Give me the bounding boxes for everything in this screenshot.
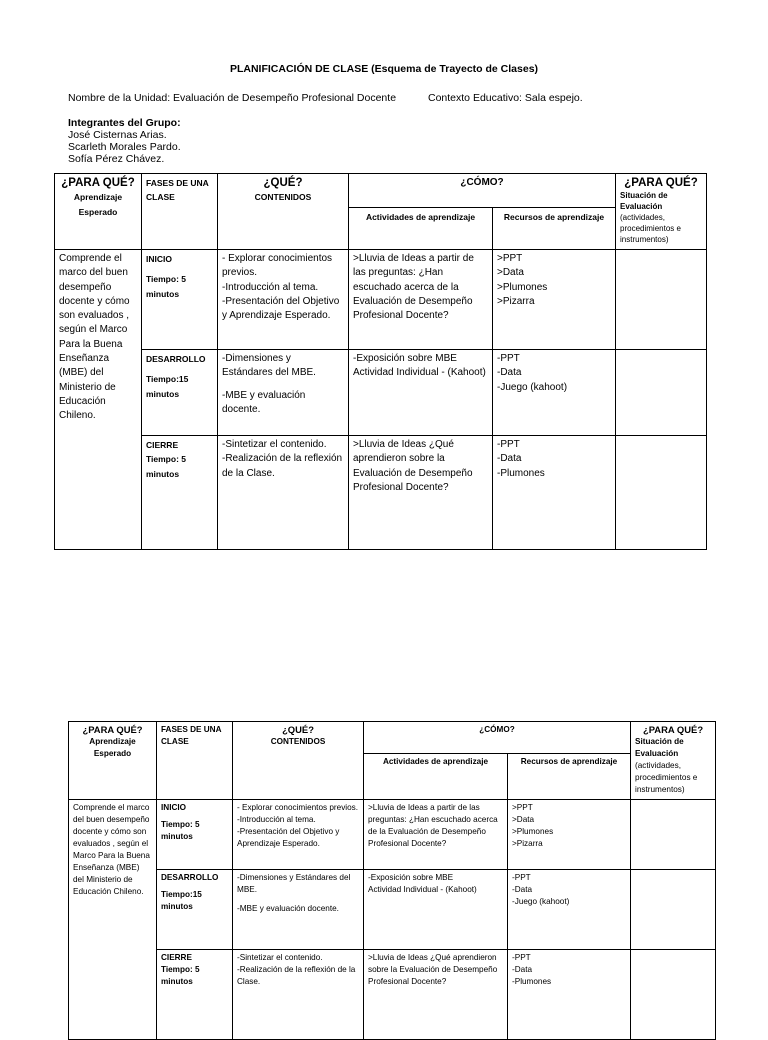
phase-desarrollo: DESARROLLO Tiempo:15 minutos (142, 350, 218, 436)
header-como: ¿CÓMO? (349, 174, 616, 208)
evaluacion-cierre (631, 950, 716, 1040)
header-para-que-evaluacion: ¿PARA QUÉ? Situación de Evaluación (actividades, procedimientos e instrumentos) (616, 174, 707, 250)
recursos-cierre: -PPT -Data -Plumones (508, 950, 631, 1040)
contenidos-desarrollo: -Dimensiones y Estándares del MBE. -MBE y evaluación docente. (233, 870, 364, 950)
contenidos-inicio: - Explorar conocimientos previos. -Introducción al tema. -Presentación del Objetivo y Aprendizaje Esperado. (233, 800, 364, 870)
header-para-que-aprendizaje: ¿PARA QUÉ? Aprendizaje Esperado (69, 722, 157, 800)
actividades-cierre: >Lluvia de Ideas ¿Qué aprendieron sobre la Evaluación de Desempeño Profesional Docente? (349, 436, 493, 550)
planning-table (54, 173, 707, 550)
header-actividades: Actividades de aprendizaje (364, 754, 508, 800)
aprendizaje-esperado: Comprende el marco del buen desempeño docente y cómo son evaluados , según el Marco Para la Buena Enseñanza (MBE) del Ministerio de Educación Chileno. (55, 250, 142, 550)
header-fases: FASES DE UNA CLASE (142, 174, 218, 250)
phase-cierre: CIERRE Tiempo: 5 minutos (142, 436, 218, 550)
header-para-que-evaluacion: ¿PARA QUÉ? Situación de Evaluación (actividades, procedimientos e instrumentos) (631, 722, 716, 800)
phase-inicio: INICIO Tiempo: 5 minutos (142, 250, 218, 350)
header-que-contenidos: ¿QUÉ? CONTENIDOS (233, 722, 364, 800)
actividades-desarrollo: -Exposición sobre MBE Actividad Individual - (Kahoot) (364, 870, 508, 950)
recursos-cierre: -PPT -Data -Plumones (493, 436, 616, 550)
group-heading: Integrantes del Grupo: (68, 117, 181, 129)
header-fases: FASES DE UNA CLASE (157, 722, 233, 800)
group-member: José Cisternas Arias. (68, 129, 167, 141)
actividades-cierre: >Lluvia de Ideas ¿Qué aprendieron sobre la Evaluación de Desempeño Profesional Docente? (364, 950, 508, 1040)
header-como: ¿CÓMO? (364, 722, 631, 754)
phase-cierre: CIERRE Tiempo: 5 minutos (157, 950, 233, 1040)
header-actividades: Actividades de aprendizaje (349, 208, 493, 250)
actividades-inicio: >Lluvia de Ideas a partir de las preguntas: ¿Han escuchado acerca de la Evaluación de Desempeño Profesional Docente? (364, 800, 508, 870)
phase-desarrollo: DESARROLLO Tiempo:15 minutos (157, 870, 233, 950)
group-member: Sofía Pérez Chávez. (68, 153, 165, 165)
evaluacion-desarrollo (631, 870, 716, 950)
contenidos-desarrollo: -Dimensiones y Estándares del MBE. -MBE y evaluación docente. (218, 350, 349, 436)
contenidos-cierre: -Sintetizar el contenido. -Realización de la reflexión de la Clase. (233, 950, 364, 1040)
recursos-inicio: >PPT >Data >Plumones >Pizarra (493, 250, 616, 350)
document-title: PLANIFICACIÓN DE CLASE (Esquema de Trayecto de Clases) (229, 63, 539, 75)
header-para-que-aprendizaje: ¿PARA QUÉ? Aprendizaje Esperado (55, 174, 142, 250)
recursos-desarrollo: -PPT -Data -Juego (kahoot) (493, 350, 616, 436)
planning-table-copy (68, 721, 716, 1040)
evaluacion-cierre (616, 436, 707, 550)
aprendizaje-esperado: Comprende el marco del buen desempeño docente y cómo son evaluados , según el Marco Para la Buena Enseñanza (MBE) del Ministerio de Educación Chileno. (69, 800, 157, 1040)
group-member: Scarleth Morales Pardo. (68, 141, 181, 153)
actividades-inicio: >Lluvia de Ideas a partir de las preguntas: ¿Han escuchado acerca de la Evaluación de Desempeño Profesional Docente? (349, 250, 493, 350)
contenidos-cierre: -Sintetizar el contenido. -Realización de la reflexión de la Clase. (218, 436, 349, 550)
header-recursos: Recursos de aprendizaje (493, 208, 616, 250)
contenidos-inicio: - Explorar conocimientos previos. -Introducción al tema. -Presentación del Objetivo y Aprendizaje Esperado. (218, 250, 349, 350)
evaluacion-inicio (616, 250, 707, 350)
header-recursos: Recursos de aprendizaje (508, 754, 631, 800)
recursos-inicio: >PPT >Data >Plumones >Pizarra (508, 800, 631, 870)
actividades-desarrollo: -Exposición sobre MBE Actividad Individual - (Kahoot) (349, 350, 493, 436)
phase-inicio: INICIO Tiempo: 5 minutos (157, 800, 233, 870)
unit-name: Nombre de la Unidad: Evaluación de Desempeño Profesional Docente (68, 92, 397, 104)
group-members (68, 117, 181, 165)
recursos-desarrollo: -PPT -Data -Juego (kahoot) (508, 870, 631, 950)
evaluacion-inicio (631, 800, 716, 870)
header-que-contenidos: ¿QUÉ? CONTENIDOS (218, 174, 349, 250)
educational-context: Contexto Educativo: Sala espejo. (428, 92, 583, 104)
evaluacion-desarrollo (616, 350, 707, 436)
